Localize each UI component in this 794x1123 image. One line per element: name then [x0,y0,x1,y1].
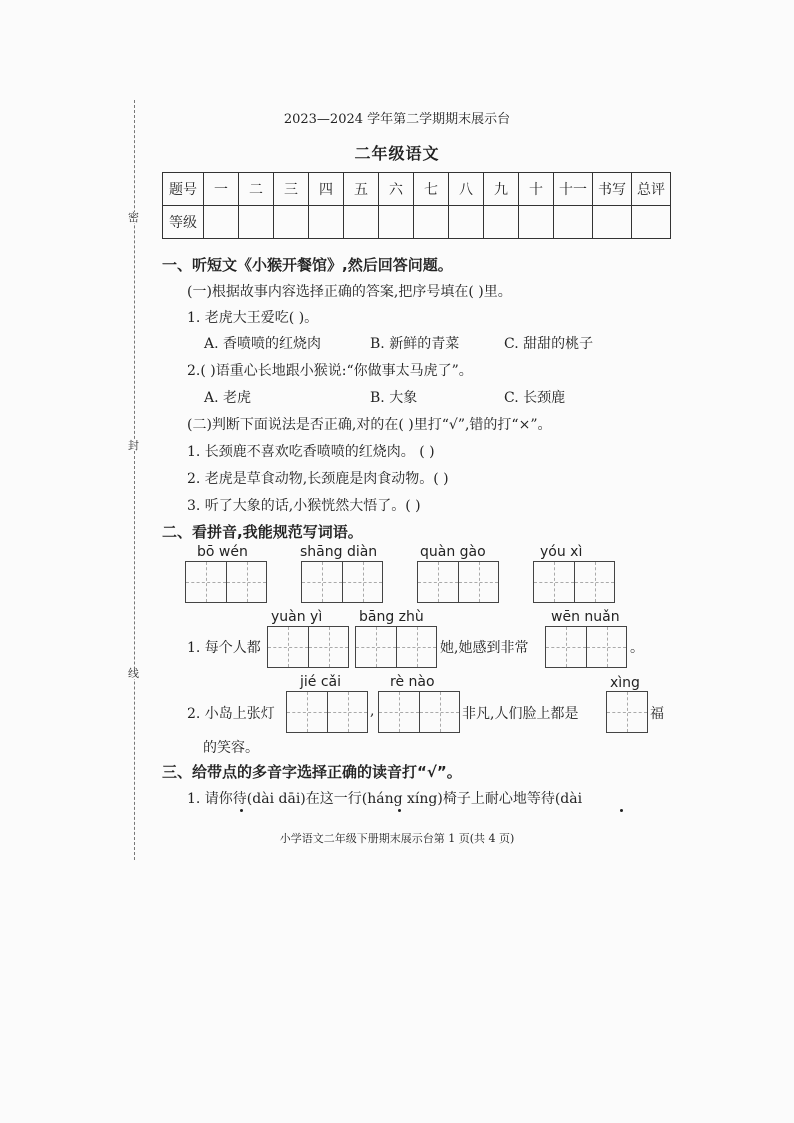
writing-grid-xing[interactable] [606,691,648,733]
grade-input-cell[interactable] [204,206,239,239]
writing-grid-bowen[interactable] [185,561,267,603]
grade-cell: 四 [309,173,344,206]
pinyin-jiecai: jié cǎi [300,674,342,690]
writing-grid-jiecai[interactable] [286,691,368,733]
judge-item-1[interactable]: 1. 长颈鹿不喜欢吃香喷喷的红烧肉。 ( ) [187,444,435,460]
exam-title: 2023—2024 学年第二学期期末展示台 [283,112,511,127]
writing-grid-quangao[interactable] [417,561,499,603]
grade-input-cell[interactable] [519,206,554,239]
writing-grid-shangdian[interactable] [301,561,383,603]
section3-heading: 三、给带点的多音字选择正确的读音打“√”。 [162,763,462,781]
grade-cell: 十一 [554,173,593,206]
sentence1-part2: 她,她感到非常 [440,640,529,656]
emphasis-dot [240,809,243,812]
writing-grid-yuanyi[interactable] [267,626,349,668]
writing-grid-youxi[interactable] [533,561,615,603]
pinyin-renao: rè nào [390,674,435,690]
pinyin-wennuan: wēn nuǎn [551,609,620,625]
grade-cell: 八 [449,173,484,206]
q2-option-b[interactable]: B. 大象 [370,390,418,406]
q2-option-c[interactable]: C. 长颈鹿 [504,390,566,406]
grade-cell: 题号 [163,173,204,206]
judge-item-3[interactable]: 3. 听了大象的话,小猴恍然大悟了。( ) [187,498,421,514]
emphasis-dot [620,809,623,812]
grade-input-cell[interactable] [274,206,309,239]
grade-input-cell[interactable] [309,206,344,239]
sentence2-fu: 福 [650,706,664,722]
grade-input-cell[interactable] [344,206,379,239]
sentence2-comma: , [370,703,375,719]
grade-cell: 二 [239,173,274,206]
grade-input-cell[interactable] [379,206,414,239]
sentence1-part1: 1. 每个人都 [187,640,261,656]
grade-row-label: 等级 [163,206,204,239]
section2-heading: 二、看拼音,我能规范写词语。 [162,523,363,541]
q1-option-b[interactable]: B. 新鲜的青菜 [370,336,460,352]
grade-input-cell[interactable] [414,206,449,239]
grade-input-cell[interactable] [239,206,274,239]
emphasis-dot [398,809,401,812]
writing-grid-renao[interactable] [378,691,460,733]
pinyin-shangdian: shāng diàn [300,544,378,560]
pinyin-youxi: yóu xì [540,544,583,560]
sentence2-tail: 的笑容。 [203,740,259,756]
sentence2-part2: 非凡,人们脸上都是 [462,706,579,722]
grade-cell: 三 [274,173,309,206]
pinyin-yuanyi: yuàn yì [271,609,323,625]
section1-heading: 一、听短文《小猴开餐馆》,然后回答问题。 [162,256,453,274]
grade-input-cell[interactable] [632,206,671,239]
pinyin-bangzhu: bāng zhù [359,609,424,625]
grade-table [162,172,671,239]
seal-char-feng: 封 [128,439,139,452]
section1-part2: (二)判断下面说法是否正确,对的在( )里打“√”,错的打“×”。 [187,417,552,433]
grade-table-score-row [163,206,671,239]
grade-cell: 五 [344,173,379,206]
writing-grid-wennuan[interactable] [545,626,627,668]
pinyin-xing: xìng [610,675,640,691]
section1-q2: 2.( )语重心长地跟小猴说:“你做事太马虎了”。 [187,363,473,379]
grade-cell: 七 [414,173,449,206]
q1-option-a[interactable]: A. 香喷喷的红烧肉 [204,336,322,352]
seal-char-mi: 密 [128,211,139,224]
page-footer: 小学语文二年级下册期末展示台第 1 页(共 4 页) [279,832,515,845]
grade-input-cell[interactable] [593,206,632,239]
grade-cell: 一 [204,173,239,206]
grade-input-cell[interactable] [449,206,484,239]
judge-item-2[interactable]: 2. 老虎是草食动物,长颈鹿是肉食动物。( ) [187,471,449,487]
sentence1-period: 。 [630,640,644,656]
section3-q1[interactable]: 1. 请你待(dài dāi)在这一行(háng xíng)椅子上耐心地等待(dài [187,791,583,807]
subject-title: 二年级语文 [354,144,440,163]
grade-cell: 六 [379,173,414,206]
section1-q1: 1. 老虎大王爱吃( )。 [187,310,319,326]
q2-option-a[interactable]: A. 老虎 [204,390,252,406]
grade-cell: 总评 [632,173,671,206]
pinyin-bowen: bō wén [197,544,248,560]
grade-table-header-row [163,173,671,206]
grade-input-cell[interactable] [484,206,519,239]
section1-part1: (一)根据故事内容选择正确的答案,把序号填在( )里。 [187,284,512,300]
sentence2-part1: 2. 小岛上张灯 [187,706,275,722]
pinyin-quangao: quàn gào [420,544,486,560]
q1-option-c[interactable]: C. 甜甜的桃子 [504,336,594,352]
grade-cell: 书写 [593,173,632,206]
writing-grid-bangzhu[interactable] [355,626,437,668]
seal-char-xian: 线 [128,667,139,680]
grade-input-cell[interactable] [554,206,593,239]
grade-cell: 九 [484,173,519,206]
grade-cell: 十 [519,173,554,206]
